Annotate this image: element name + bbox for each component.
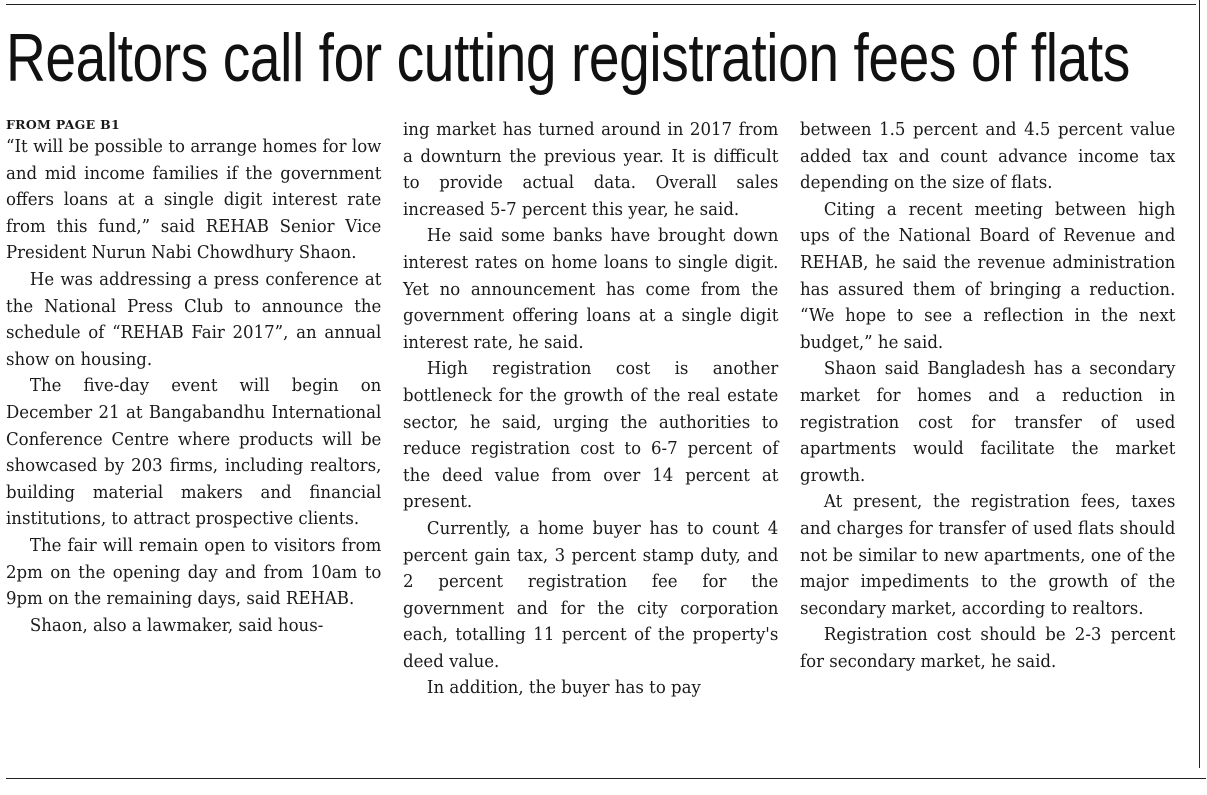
paragraph: The five-day event will begin on December 21 at Bangabandhu International Conference Centre where products will be showcased by 203 firms, including realtors, building material makers and financial institutions, to attract prospective clients.: [6, 375, 382, 530]
paragraph: Shaon, also a lawmaker, said hous-: [29, 614, 324, 636]
paragraph: Registration cost should be 2-3 percent for secondary market, he said.: [800, 624, 1176, 672]
paragraph: At present, the registration fees, taxes and charges for transfer of used flats should not be similar to new apartments, one of the major impediments to the growth of the secondary market, according to realtors.: [800, 491, 1176, 619]
paragraph: The fair will remain open to visitors from 2pm on the opening day and from 10am to 9pm on the remaining days, said REHAB.: [6, 534, 382, 610]
paragraph: Currently, a home buyer has to count 4 percent gain tax, 3 percent stamp duty, and 2 percent registration fee for the government and for the city corporation each, totalling 11 percent of the property's deed value.: [403, 517, 779, 672]
article-column-2: [403, 117, 779, 702]
paragraph: Shaon said Bangladesh has a secondary market for homes and a reduction in registration cost for transfer of used apartments would facilitate the market growth.: [800, 358, 1176, 486]
headline: Realtors call for cutting registration fees of flats: [6, 20, 1130, 96]
article-column-3: [800, 117, 1176, 675]
paragraph: between 1.5 percent and 4.5 percent value added tax and count advance income tax depending on the size of flats.: [800, 119, 1176, 194]
paragraph: In addition, the buyer has to pay: [426, 677, 701, 699]
bottom-rule: [6, 778, 1206, 779]
paragraph: ing market has turned around in 2017 from a downturn the previous year. It is difficult to provide actual data. Overall sales increased 5-7 percent this year, he said.: [403, 119, 779, 220]
paragraph: “It will be possible to arrange homes for low and mid income families if the government offers loans at a single digit interest rate from this fund,” said REHAB Senior Vice President Nurun Nabi Chowdhury Shaon.: [6, 136, 382, 264]
paragraph: High registration cost is another bottleneck for the growth of the real estate sector, he said, urging the authorities to reduce registration cost to 6-7 percent of the deed value from over 14 percent at present.: [403, 358, 779, 513]
kicker: FROM PAGE B1: [6, 117, 120, 132]
top-rule: [6, 4, 1196, 5]
paragraph: He said some banks have brought down interest rates on home loans to single digit. Yet no announcement has come from the government offering loans at a single digit interest rate, he said.: [403, 225, 779, 353]
paragraph: He was addressing a press conference at the National Press Club to announce the schedule of “REHAB Fair 2017”, an annual show on housing.: [6, 268, 382, 370]
article-column-1: [6, 117, 382, 639]
right-rule: [1199, 0, 1200, 768]
paragraph: Citing a recent meeting between high ups of the National Board of Revenue and REHAB, he said the revenue administration has assured them of bringing a reduction. “We hope to see a reflection in the next budget,” he said.: [800, 198, 1176, 353]
